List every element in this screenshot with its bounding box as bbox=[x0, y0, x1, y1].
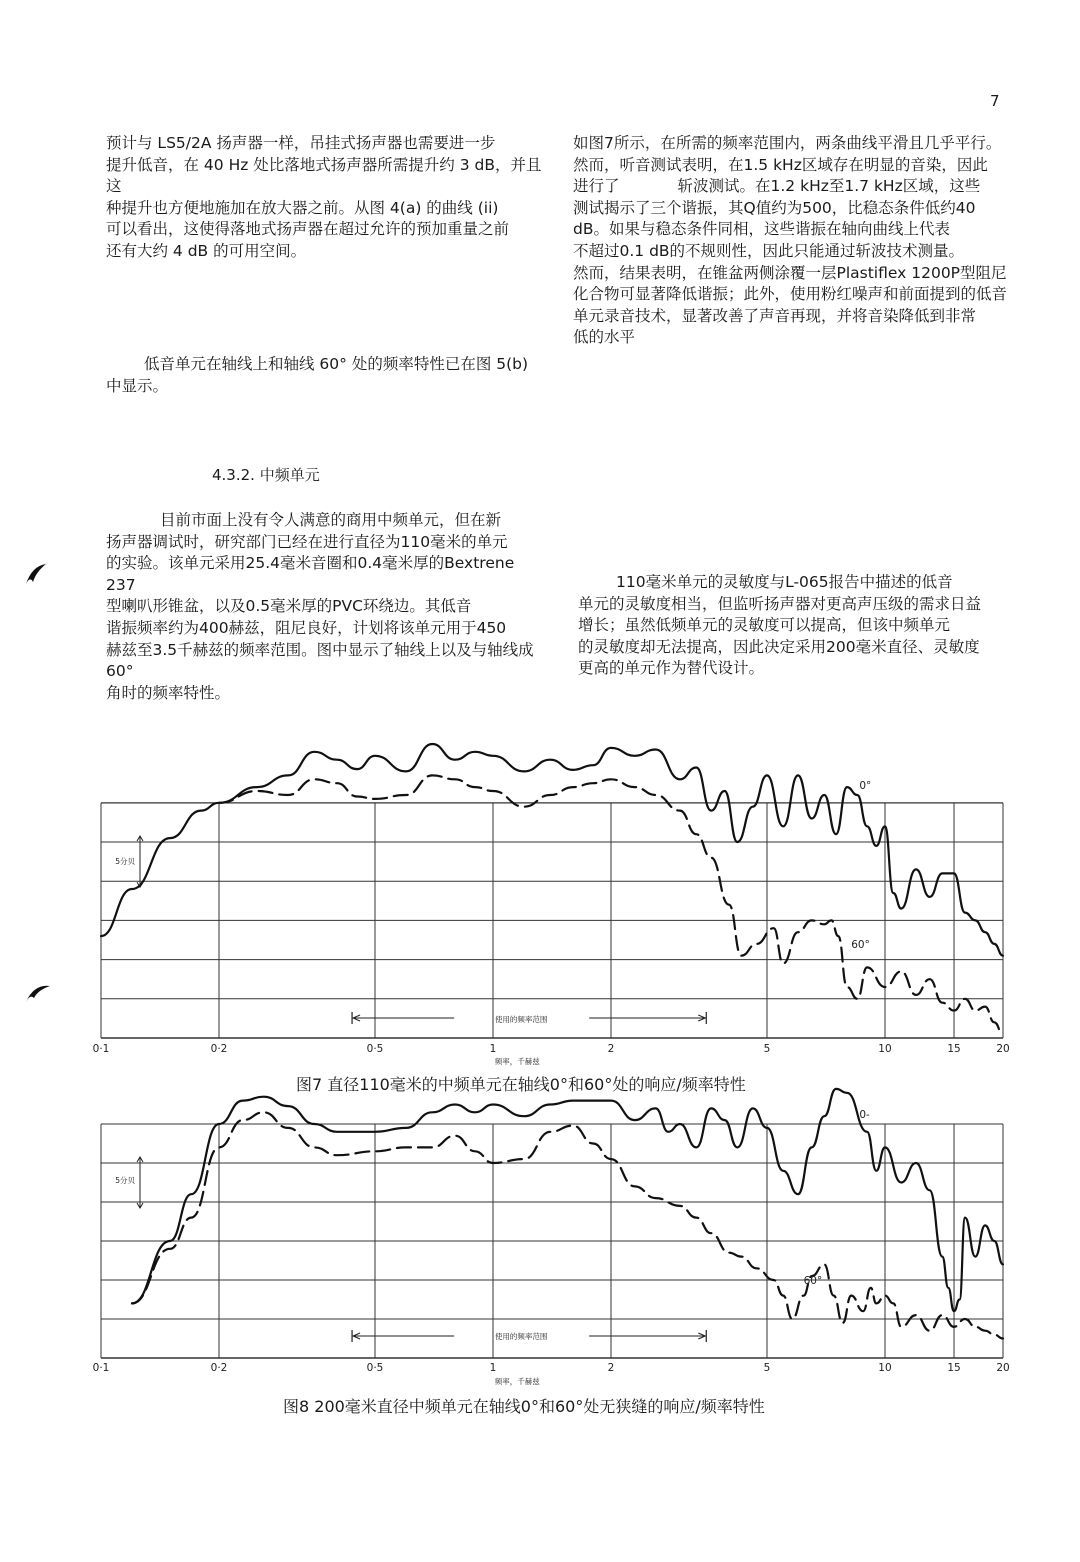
x-tick-label: 0·5 bbox=[366, 1043, 384, 1055]
scale-label: 5分贝 bbox=[115, 857, 135, 866]
x-tick-label: 0·2 bbox=[210, 1043, 228, 1055]
x-tick-label: 0·1 bbox=[92, 1362, 110, 1374]
text-line: 扬声器调试时，研究部门已经在进行直径为110毫米的单元 bbox=[106, 532, 508, 551]
figure-7-caption: 图7 直径110毫米的中频单元在轴线0°和60°处的响应/频率特性 bbox=[296, 1075, 746, 1094]
x-tick-label: 15 bbox=[947, 1362, 961, 1374]
text-line: 还有大约 4 dB 的可用空间。 bbox=[106, 241, 307, 260]
x-tick-label: 0·1 bbox=[92, 1043, 110, 1055]
x-tick-label: 2 bbox=[607, 1362, 615, 1374]
text-line: 增长；虽然低频单元的灵敏度可以提高，但该中频单元 bbox=[578, 616, 951, 635]
text-fragment: 斩波测试。在1.2 kHz至1.7 kHz区域，这些 bbox=[677, 177, 981, 196]
scale-label: 5分贝 bbox=[115, 1176, 135, 1185]
text-line: 低的水平 bbox=[573, 328, 636, 347]
text-line: dB。如果与稳态条件同相，这些谐振在轴向曲线上代表 bbox=[573, 220, 950, 239]
x-tick-label: 0·5 bbox=[366, 1362, 384, 1374]
x-tick-label: 10 bbox=[878, 1362, 892, 1374]
text-line: 中显示。 bbox=[106, 376, 169, 395]
text-line: 单元录音技术，显著改善了声音再现，并将音染降低到非常 bbox=[573, 306, 977, 325]
x-tick-label: 1 bbox=[489, 1043, 497, 1055]
text-line: 化合物可显著降低谐振；此外，使用粉红噪声和前面提到的低音 bbox=[573, 285, 1008, 304]
text-line: 单元的灵敏度相当，但监听扬声器对更高声压级的需求日益 bbox=[578, 594, 982, 613]
x-tick-label: 0·2 bbox=[210, 1362, 228, 1374]
x-tick-label: 1 bbox=[489, 1362, 497, 1374]
x-tick-label: 2 bbox=[607, 1043, 615, 1055]
text-line: 110毫米单元的灵敏度与L-065报告中描述的低音 bbox=[616, 573, 953, 591]
text-line: 型喇叭形锥盆，以及0.5毫米厚的PVC环绕边。其低音 bbox=[106, 597, 472, 616]
text-line: 不超过0.1 dB的不规则性，因此只能通过斩波技术测量。 bbox=[573, 241, 965, 260]
series-0-degree-line bbox=[132, 1089, 1003, 1311]
text-line: 然而，结果表明，在锥盆两侧涂覆一层Plastiflex 1200P型阻尼 bbox=[573, 263, 1007, 282]
x-axis-label: 频率，千赫兹 bbox=[494, 1057, 540, 1066]
text-line: 的实验。该单元采用25.4毫米音圈和0.4毫米厚的Bextrene 237 bbox=[106, 554, 515, 594]
series-label-0-degree: 0- bbox=[859, 1109, 870, 1122]
x-tick-label: 20 bbox=[996, 1043, 1010, 1055]
page-number: 7 bbox=[990, 92, 1000, 110]
text-line: 然而，听音测试表明，在1.5 kHz区域存在明显的音染，因此 bbox=[573, 155, 988, 174]
text-line: 更高的单元作为替代设计。 bbox=[578, 659, 765, 678]
series-label-60-degree: 60° bbox=[851, 938, 870, 951]
x-tick-label: 5 bbox=[763, 1362, 771, 1374]
series-label-0-degree: 0° bbox=[859, 780, 872, 793]
text-line: 种提升也方便地施加在放大器之前。从图 4(a) 的曲线 (ii) bbox=[106, 198, 499, 217]
range-label: 使用的频率范围 bbox=[494, 1015, 548, 1024]
x-tick-label: 20 bbox=[996, 1362, 1010, 1374]
section-heading: 4.3.2. 中频单元 bbox=[212, 466, 320, 484]
text-line: 提升低音，在 40 Hz 处比落地式扬声器所需提升约 3 dB，并且这 bbox=[106, 155, 542, 196]
x-tick-label: 5 bbox=[763, 1043, 771, 1055]
x-axis-label: 频率，千赫兹 bbox=[494, 1377, 540, 1386]
text-line: 角时的频率特性。 bbox=[106, 683, 231, 702]
series-60-degree-line bbox=[132, 1112, 1003, 1338]
text-line: 低音单元在轴线上和轴线 60° 处的频率特性已在图 5(b) bbox=[144, 355, 529, 373]
text-line: 如图7所示，在所需的频率范围内，两条曲线平滑且几乎平行。 bbox=[573, 134, 1002, 152]
text-line: 测试揭示了三个谐振，其Q值约为500，比稳态条件低约40 bbox=[573, 198, 976, 217]
range-label: 使用的频率范围 bbox=[494, 1332, 548, 1341]
text-line: 赫兹至3.5千赫兹的频率范围。图中显示了轴线上以及与轴线成60° bbox=[106, 640, 534, 681]
figure-8-caption: 图8 200毫米直径中频单元在轴线0°和60°处无狭缝的响应/频率特性 bbox=[283, 1397, 765, 1416]
text-fragment: 进行了 bbox=[573, 177, 620, 196]
text-line: 谐振频率约为400赫兹，阻尼良好，计划将该单元用于450 bbox=[106, 618, 507, 637]
text-line: 目前市面上没有令人满意的商用中频单元，但在新 bbox=[160, 511, 502, 529]
x-tick-label: 10 bbox=[878, 1043, 892, 1055]
series-label-60-degree: 60° bbox=[803, 1275, 823, 1288]
text-line: 可以看出，这使得落地式扬声器在超过允许的预加重量之前 bbox=[106, 220, 510, 239]
text-line: 预计与 LS5/2A 扬声器一样，吊挂式扬声器也需要进一步 bbox=[106, 134, 496, 152]
x-tick-label: 15 bbox=[947, 1043, 961, 1055]
text-line: 的灵敏度却无法提高，因此决定采用200毫米直径、灵敏度 bbox=[578, 637, 980, 656]
